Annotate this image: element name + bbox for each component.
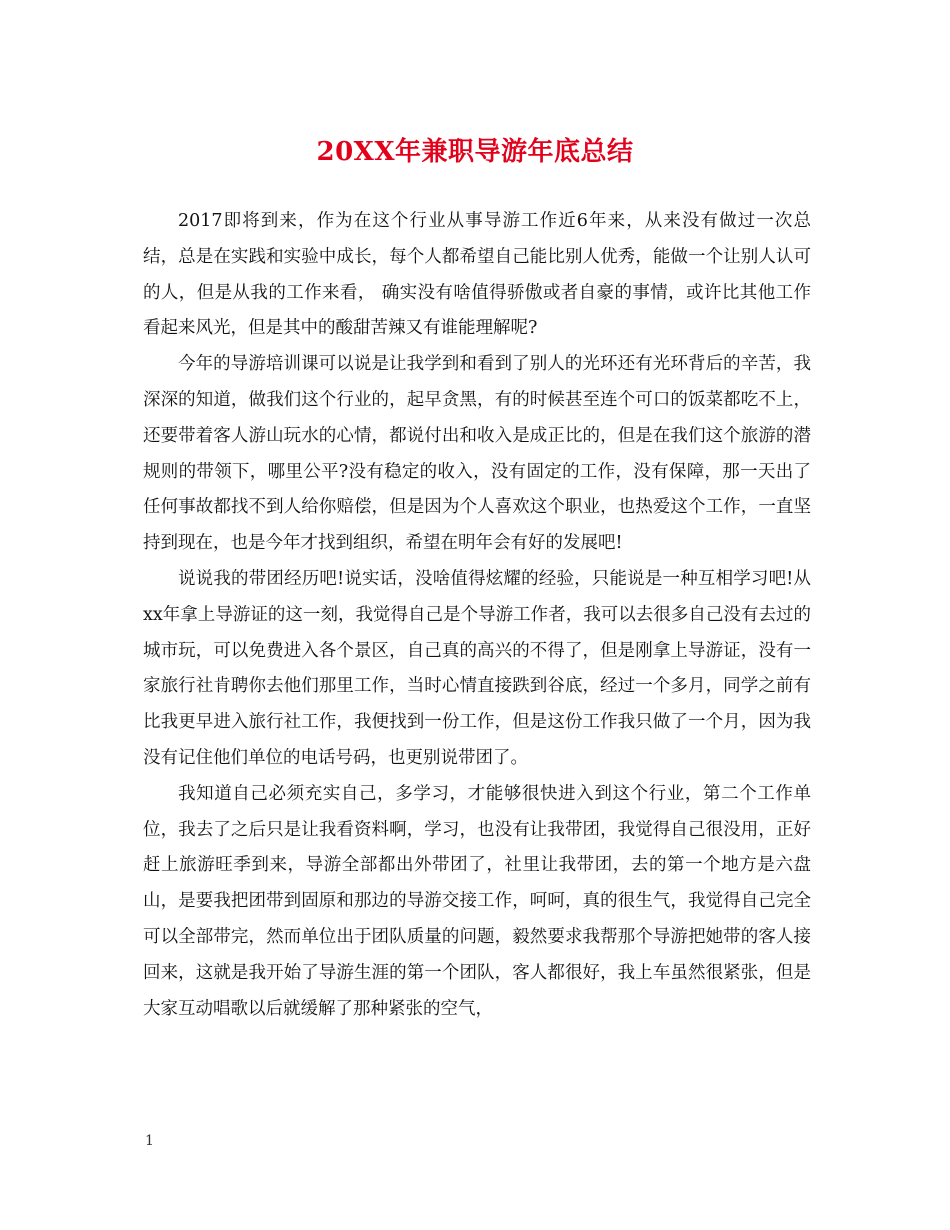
document-title: 20XX年兼职导游年底总结 (316, 137, 634, 167)
paragraph: 说说我的带团经历吧!说实话，没啥值得炫耀的经验，只能说是一种互相学习吧!从xx年拿上导游证的这一刻，我觉得自己是个导游工作者，我可以去很多自己没有去过的城市玩，可以免费进入各个景区，自己真的高兴的不得了，但是刚拿上导游证，没有一家旅行社肯聘你去他们那里工作，当时心情直接跌到谷底，经过一个多月，同学之前有比我更早进入旅行社工作，我便找到一份工作，但是这份工作我只做了一个月，因为我没有记住他们单位的电话号码，也更别说带团了。 (143, 568, 811, 768)
paragraph: 我知道自己必须充实自己，多学习，才能够很快进入到这个行业，第二个工作单位，我去了之后只是让我看资料啊，学习，也没有让我带团，我觉得自己很没用，正好赶上旅游旺季到来，导游全部都出外带团了，社里让我带团，去的第一个地方是六盘山，是要我把团带到固原和那边的导游交接工作，呵呵，真的很生气，我觉得自己完全可以全部带完，然而单位出于团队质量的问题，毅然要求我帮那个导游把她带的客人接回来，这就是我开始了导游生涯的第一个团队，客人都很好，我上车虽然很紧张，但是大家互动唱歌以后就缓解了那种紧张的空气， (143, 783, 811, 1019)
page-number: 1 (145, 1133, 154, 1149)
paragraph: 今年的导游培训课可以说是让我学到和看到了别人的光环还有光环背后的辛苦，我深深的知道，做我们这个行业的，起早贪黑，有的时候甚至连个可口的饭菜都吃不上，还要带着客人游山玩水的心情，都说付出和收入是成正比的，但是在我们这个旅游的潜规则的带领下，哪里公平?没有稳定的收入，没有固定的工作，没有保障，那一天出了任何事故都找不到人给你赔偿，但是因为个人喜欢这个职业，也热爱这个工作，一直坚持到现在，也是今年才找到组织，希望在明年会有好的发展吧! (143, 354, 811, 554)
paragraph: 2017即将到来，作为在这个行业从事导游工作近6年来，从来没有做过一次总结，总是在实践和实验中成长，每个人都希望自己能比别人优秀，能做一个让别人认可的人，但是从我的工作来看， 确实没有啥值得骄傲或者自豪的事情，或许比其他工作看起来风光，但是其中的酸甜苦辣又有谁能理解呢? (143, 211, 811, 339)
document-body (143, 204, 811, 1027)
